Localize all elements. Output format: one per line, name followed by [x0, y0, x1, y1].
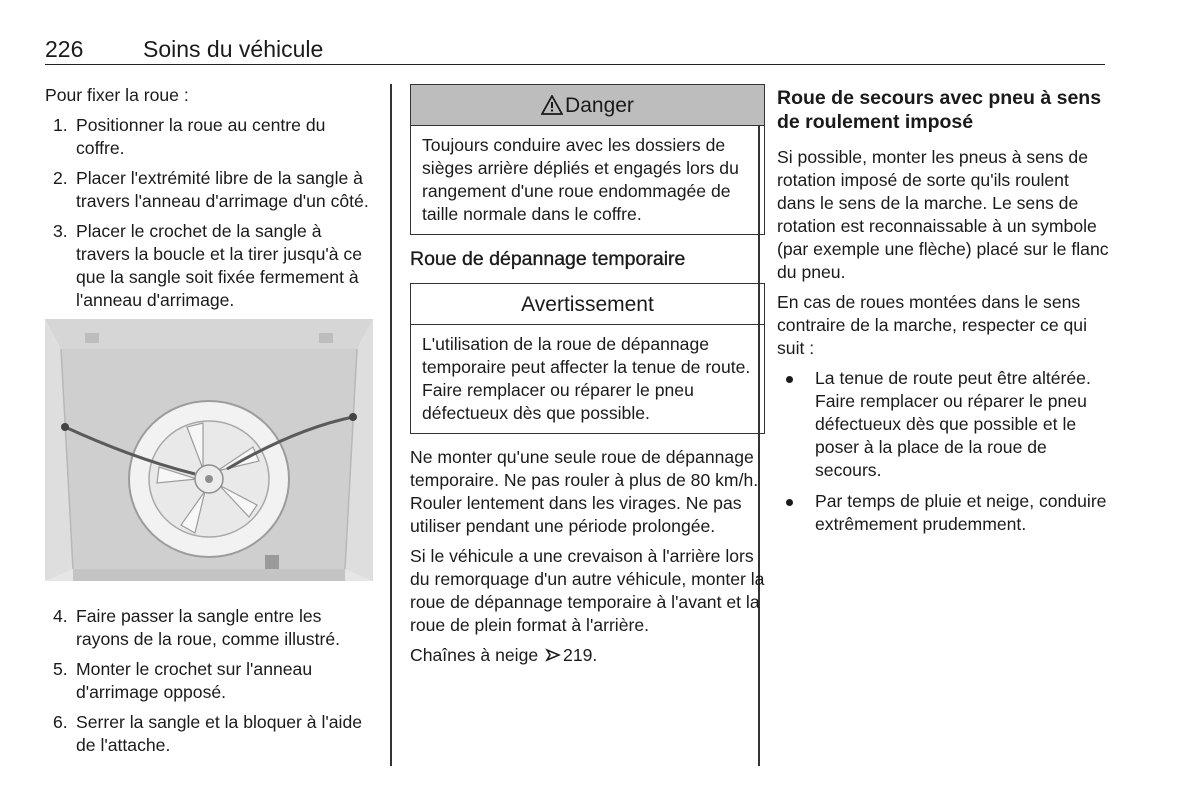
column-right [777, 84, 1110, 544]
snow-chains-reference [410, 644, 768, 667]
danger-header [411, 85, 764, 126]
column-middle [410, 84, 768, 674]
steps-list-a [45, 114, 375, 312]
section-title-temporary-wheel: Roue de dépannage temporaire [410, 248, 686, 270]
column-left [45, 84, 375, 764]
bullet-item: La tenue de route peut être altérée. Faire remplacer ou réparer le pneu défectueux dès que possible et le poser à la place de la roue de secours. [777, 367, 1110, 482]
paragraph: Si le véhicule a une crevaison à l'arrière lors du remorquage d'un autre véhicule, monter la roue de dépannage temporaire à l'avant et la roue de plein format à l'arrière. [410, 546, 765, 635]
step-item: 5. Monter le crochet sur l'anneau d'arrimage opposé. [53, 659, 313, 702]
bullet-list [777, 367, 1110, 536]
page-number: 226 [45, 36, 84, 62]
warning-box [410, 283, 765, 434]
step-item: 4. Faire passer la sangle entre les rayons de la roue, comme illustré. [53, 606, 341, 649]
bullet-dot-icon [786, 499, 793, 506]
step-item: 6. Serrer la sangle et la bloquer à l'aide de l'attache. [53, 712, 363, 755]
paragraph: Si possible, monter les pneus à sens de rotation imposé de sorte qu'ils roulent dans le sens de la marche. Le sens de rotation est reconnaissable à un symbole (par exemple une flèche) placé sur le flanc du pneu. [777, 147, 1109, 282]
page-reference-arrow-icon [545, 647, 561, 663]
chains-label: Chaînes à neige [410, 645, 539, 665]
step-item: 2. Placer l'extrémité libre de la sangle à travers l'anneau d'arrimage d'un côté. [53, 168, 369, 211]
bullet-item: Par temps de pluie et neige, conduire extrêmement prudemment. [777, 490, 1110, 536]
danger-title: Danger [565, 94, 634, 117]
steps-list-b [45, 605, 375, 757]
warning-body: L'utilisation de la roue de dépannage temporaire peut affecter la tenue de route. Faire remplacer ou réparer le pneu défectueux dès que possible. [422, 334, 751, 423]
paragraph: En cas de roues montées dans le sens contraire de la marche, respecter ce qui suit : [777, 292, 1087, 358]
warning-title: Avertissement [411, 284, 764, 325]
trunk-spare-wheel-illustration [45, 319, 373, 581]
step-item: 3. Placer le crochet de la sangle à travers la boucle et la tirer jusqu'à ce que la sangle soit fixée fermement à l'anneau d'arrimage. [53, 221, 362, 310]
chains-page-ref[interactable]: 219. [563, 645, 598, 665]
paragraph: Ne monter qu'une seule roue de dépannage temporaire. Ne pas rouler à plus de 80 km/h. Rouler lentement dans les virages. Ne pas utiliser pendant une période prolongée. [410, 447, 759, 536]
step-item: 1. Positionner la roue au centre du coffre. [53, 115, 326, 158]
bullet-dot-icon [786, 376, 793, 383]
section-title-directional-tyre: Roue de secours avec pneu à sens de roulement imposé [777, 87, 1102, 133]
column-divider [390, 84, 392, 766]
page-header [45, 30, 1105, 65]
page-title: Soins du véhicule [143, 36, 324, 62]
danger-body: Toujours conduire avec les dossiers de sièges arrière dépliés et engagés lors du rangement d'une roue endommagée de taille normale dans le coffre. [422, 135, 739, 224]
warning-triangle-icon [541, 95, 563, 115]
intro-text: Pour fixer la roue : [45, 85, 189, 105]
danger-box [410, 84, 765, 235]
